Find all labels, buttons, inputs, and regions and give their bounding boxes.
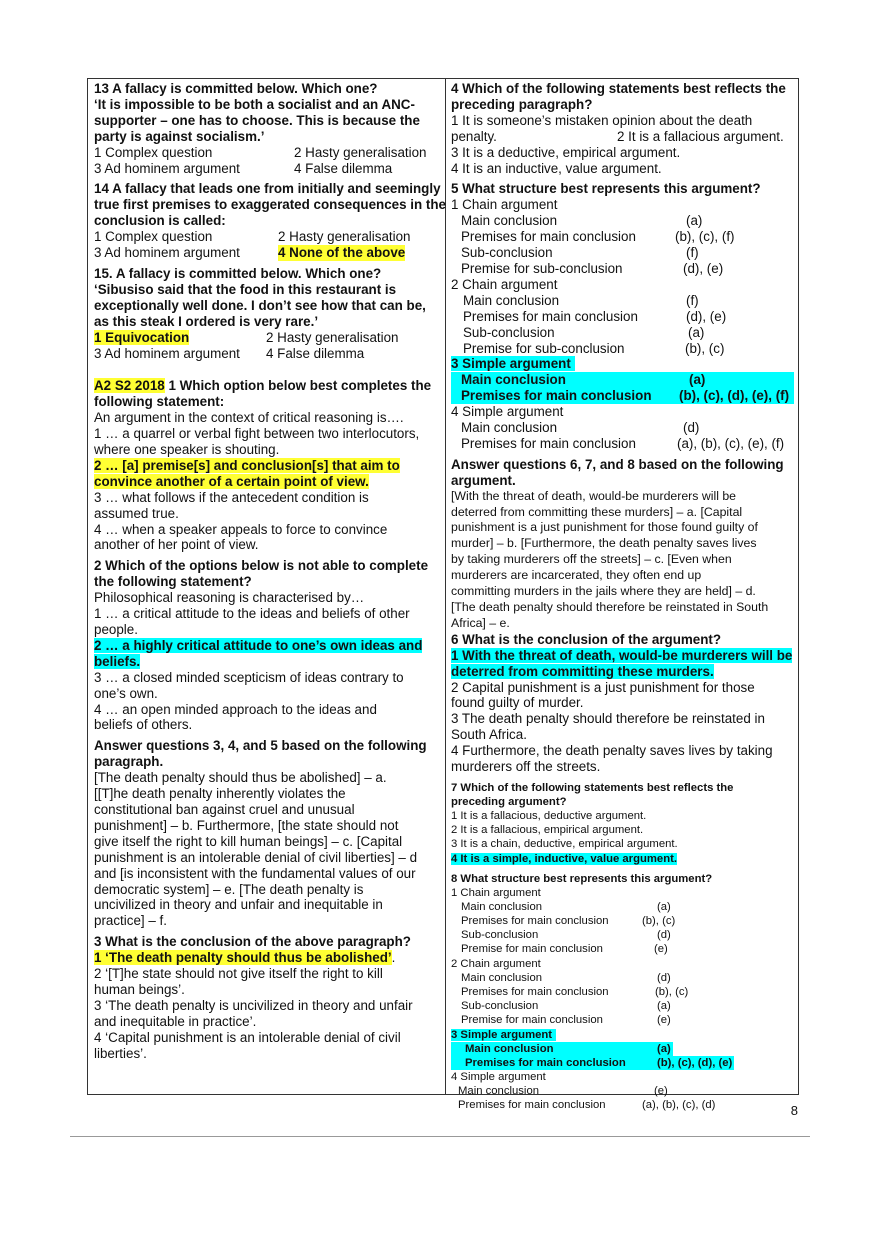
q5-row-label: Sub-conclusion [463,324,555,340]
argument-line: deterred from committing these murders] – a. [Capital [451,504,743,519]
q8-row-value: (d) [657,971,671,984]
q4-head: 4 Which of the following statements best reflects the [451,81,786,96]
q14-option-2: 2 Hasty generalisation [278,229,411,245]
q5-row-value: (d), (e) [686,308,727,324]
q5-row-value: (f) [686,292,699,308]
q345-head: Answer questions 3, 4, and 5 based on the following [94,738,427,754]
q6-answer: 1 With the threat of death, would-be murderers will be [451,647,793,663]
q3-line: 2 ‘[T]he state should not give itself the right to kill [94,966,383,982]
paragraph-line: [The death penalty should thus be abolished] – a. [94,770,387,786]
q13-option-4: 4 False dilemma [294,160,393,176]
q2-answer: beliefs. [94,653,141,669]
q5-head: 5 What structure best represents this argument? [451,181,761,197]
q13-option-3: 3 Ad hominem argument [94,160,240,176]
a2-q1-line: assumed true. [94,505,179,521]
q4-option: 1 It is someone’s mistaken opinion about the death [451,112,753,128]
q2-line: 1 … a critical attitude to the ideas and beliefs of other [94,606,410,622]
page-number: 8 [790,1103,798,1118]
a2-q1-head: following statement: [94,394,225,410]
q5-option-title: 4 Simple argument [451,404,564,420]
q6-answer: deterred from committing these murders. [451,663,714,679]
q15-line: as this steak I ordered is very rare.’ [94,313,319,329]
q2-head: 2 Which of the options below is not able to complete [94,558,429,574]
q8-row-value: (a) [657,900,671,913]
argument-line: murderers are incarcerated, they often end up [451,568,702,583]
q5-option-title: 2 Chain argument [451,276,558,292]
q14-line: 14 A fallacy that leads one from initially and seemingly [94,181,441,197]
q8-row-label: Sub-conclusion [461,1000,539,1013]
q8-row-label: Premises for main conclusion [461,986,609,998]
q8-row-value: (b), (c) [655,986,689,998]
q5-answer-value: (a) [689,372,706,388]
q8-row-label: Premises for main conclusion [458,1099,606,1112]
q13-line: party is against socialism.’ [94,128,265,144]
q345-head: paragraph. [94,754,164,770]
q8-option-title: 2 Chain argument [451,957,541,970]
question-13 [94,81,439,176]
a2-q1-answer: 2 … [a] premise[s] and conclusion[s] that aim to [94,457,400,473]
q14-answer: 4 None of the above [278,245,406,261]
q8-row-value: (d) [657,929,671,942]
right-column [446,79,798,1112]
argument-line: by taking murderers off the streets] – c. [Even when [451,552,732,567]
a2-q1-line: An argument in the context of critical reasoning is…. [94,410,404,426]
q5-row-value: (b), (c) [685,340,725,356]
q8-row-value: (b), (c) [642,914,676,927]
q5-answer-value: (b), (c), (d), (e), (f) [679,388,790,404]
q2-line: 4 … an open minded approach to the ideas and [94,701,377,717]
q8-answer-label: Main conclusion [465,1042,554,1055]
paragraph-line: practice] – f. [94,913,167,929]
q3-answer-tail: . [391,950,396,966]
paragraph-line: give itself the right to kill human beings] – c. [Capital [94,833,403,849]
q15-option-2: 2 Hasty generalisation [266,329,399,345]
q14-line: true first premises to exaggerated consequences in the [94,197,446,213]
q8-row-label: Main conclusion [458,1084,540,1097]
q2-answer: 2 … a highly critical attitude to one’s own ideas and [94,637,423,653]
q4-option: 2 It is a fallacious argument. [617,128,784,144]
q8-row-label: Main conclusion [461,900,543,913]
q2-line: people. [94,622,138,637]
q8-row-label: Premise for main conclusion [461,943,603,956]
q678-head: Answer questions 6, 7, and 8 based on the following [451,456,784,472]
q3-answer: 1 ‘The death penalty should thus be abolished’ [94,950,392,966]
question-3 [94,934,439,1061]
a2-q1-line: another of her point of view. [94,537,259,553]
a2-q1-line: 4 … when a speaker appeals to force to convince [94,521,388,537]
q14-option-3: 3 Ad hominem argument [94,245,240,261]
q5-row-label: Premises for main conclusion [461,229,636,245]
q5-option-title: 1 Chain argument [451,197,558,213]
assignment-2-q1 [94,378,439,553]
q8-row-value: (e) [654,943,668,956]
q6-option: murderers off the streets. [451,759,601,775]
footer-rule [70,1136,810,1137]
q5-row-value: (a), (b), (c), (e), (f) [677,435,785,451]
a2-q1-line: where one speaker is shouting. [94,442,280,458]
question-7 [451,781,794,866]
q15-line: ‘Sibusiso said that the food in this restaurant is [94,281,397,297]
left-column [88,79,446,1094]
q8-answer-value: (a) [657,1042,671,1055]
q8-answer-label: Premises for main conclusion [465,1056,626,1069]
q14-line: conclusion is called: [94,213,226,229]
argument-line: committing murders in the jails where they are held] – d. [451,584,756,599]
a2-q1-line: 3 … what follows if the antecedent condition is [94,489,369,505]
question-6 [451,632,794,775]
q6-head: 6 What is the conclusion of the argument? [451,631,722,647]
q6-option: 2 Capital punishment is a just punishment for those [451,679,755,695]
question-table [87,78,799,1112]
q5-row-label: Premises for main conclusion [461,435,636,451]
q5-answer-title: 3 Simple argument [451,356,575,371]
q13-line: supporter – one has to choose. This is because the [94,112,420,128]
paragraph-line: and [is inconsistent with the fundamental values of our [94,865,416,881]
q7-head: preceding argument? [451,795,567,808]
q2-head: the following statement? [94,574,252,590]
q5-row-value: (a) [686,213,703,229]
q7-option: 1 It is a fallacious, deductive argument. [451,809,647,822]
q7-head: 7 Which of the following statements best reflects the [451,781,734,794]
argument-line: murder] – b. [Furthermore, the death penalty saves lives [451,536,757,551]
q5-row-value: (b), (c), (f) [675,229,735,245]
question-3-5-paragraph [94,738,439,929]
q5-row-label: Main conclusion [461,213,558,229]
q2-line: 3 … a closed minded scepticism of ideas contrary to [94,669,404,685]
q15-option-4: 4 False dilemma [266,345,365,361]
q5-row-label: Main conclusion [463,292,560,308]
q15-option-3: 3 Ad hominem argument [94,345,240,361]
question-8 [451,872,794,1113]
q5-row-value: (d) [683,420,700,436]
question-5 [451,181,794,451]
q14-option-1: 1 Complex question [94,229,213,245]
q8-row-label: Premise for main conclusion [461,1014,603,1027]
question-14 [94,181,446,261]
question-4 [451,81,794,176]
q8-row-label: Main conclusion [461,971,543,984]
q3-line: 4 ‘Capital punishment is an intolerable denial of civil [94,1029,401,1045]
paragraph-line: uncivilized in theory and unfair and inequitable in [94,897,383,913]
q15-line: 15. A fallacy is committed below. Which one? [94,265,382,281]
q4-head: preceding paragraph? [451,96,593,112]
q4-option: 4 It is an inductive, value argument. [451,160,662,176]
q5-row-label: Premise for sub-conclusion [461,260,623,276]
q678-head: argument. [451,472,516,488]
paragraph-line: constitutional ban against cruel and unusual [94,801,355,817]
q5-row-label: Main conclusion [461,420,558,436]
q5-row-value: (a) [688,324,705,340]
a2-q1-answer: convince another of a certain point of view. [94,473,369,489]
q13-option-1: 1 Complex question [94,144,213,160]
paragraph-line: punishment is an intolerable denial of civil liberties] – d [94,849,418,865]
q8-option-title: 1 Chain argument [451,886,541,899]
q6-option: South Africa. [451,727,527,743]
q5-row-value: (f) [686,245,699,261]
argument-line: [The death penalty should therefore be reinstated in South [451,600,769,614]
q15-line: exceptionally well done. I don’t see how that can be, [94,297,426,313]
q8-row-label: Premises for main conclusion [461,914,609,927]
q5-row-label: Premise for sub-conclusion [463,340,625,356]
paragraph-line: punishment] – b. Furthermore, [the state should not [94,817,399,833]
q5-answer-label: Premises for main conclusion [461,388,652,404]
a2-q1-line: 1 … a quarrel or verbal fight between two interlocutors, [94,426,420,442]
question-15 [94,266,439,361]
q13-line: ‘It is impossible to be both a socialist and an ANC- [94,96,415,112]
q8-row-value: (a), (b), (c), (d) [642,1099,716,1112]
q6-option: found guilty of murder. [451,695,584,711]
argument-line: Africa] – e. [451,615,510,630]
paragraph-line: democratic system] – e. [The death penalty is [94,881,364,897]
a2-q1-head: 1 Which option below best completes the [164,378,432,394]
q4-option: penalty. [451,128,497,144]
q8-head: 8 What structure best represents this argument? [451,872,713,885]
argument-line: punishment is a just punishment for those found guilty of [451,520,758,535]
q5-row-label: Premises for main conclusion [463,308,638,324]
q2-line: one’s own. [94,685,158,701]
q7-option: 2 It is a fallacious, empirical argument. [451,824,644,837]
q8-row-value: (a) [657,1000,671,1013]
q15-answer: 1 Equivocation [94,329,190,345]
q8-option-title: 4 Simple argument [451,1070,546,1083]
q4-option: 3 It is a deductive, empirical argument. [451,144,681,160]
q7-option: 3 It is a chain, deductive, empirical argument. [451,838,678,851]
q3-line: and inequitable in practice’. [94,1013,257,1029]
question-2 [94,558,439,733]
q7-answer: 4 It is a simple, inductive, value argument. [451,852,678,865]
q5-row-value: (d), (e) [683,260,724,276]
q13-line: 13 A fallacy is committed below. Which one? [94,81,378,96]
q8-answer-value: (b), (c), (d), (e) [657,1056,733,1069]
q5-answer-label: Main conclusion [461,372,566,388]
q8-row-label: Sub-conclusion [461,929,539,942]
q3-head: 3 What is the conclusion of the above paragraph? [94,934,411,950]
q3-line: human beings’. [94,981,185,997]
argument-line: [With the threat of death, would-be murderers will be [451,488,737,503]
q3-line: liberties’. [94,1045,147,1061]
q5-row-label: Sub-conclusion [461,245,553,261]
q13-option-2: 2 Hasty generalisation [294,144,427,160]
q6-option: 4 Furthermore, the death penalty saves lives by taking [451,743,773,759]
q8-row-value: (e) [654,1084,668,1097]
q8-row-value: (e) [657,1014,671,1027]
q8-answer-title: 3 Simple argument [451,1029,556,1041]
q2-line: beliefs of others. [94,717,193,733]
paragraph-line: [[T]he death penalty inherently violates the [94,786,346,802]
assignment-tag: A2 S2 2018 [94,378,165,394]
q2-line: Philosophical reasoning is characterised by… [94,590,365,606]
question-6-8-argument [451,457,794,632]
q3-line: 3 ‘The death penalty is uncivilized in theory and unfair [94,997,413,1013]
q6-option: 3 The death penalty should therefore be reinstated in [451,711,765,727]
